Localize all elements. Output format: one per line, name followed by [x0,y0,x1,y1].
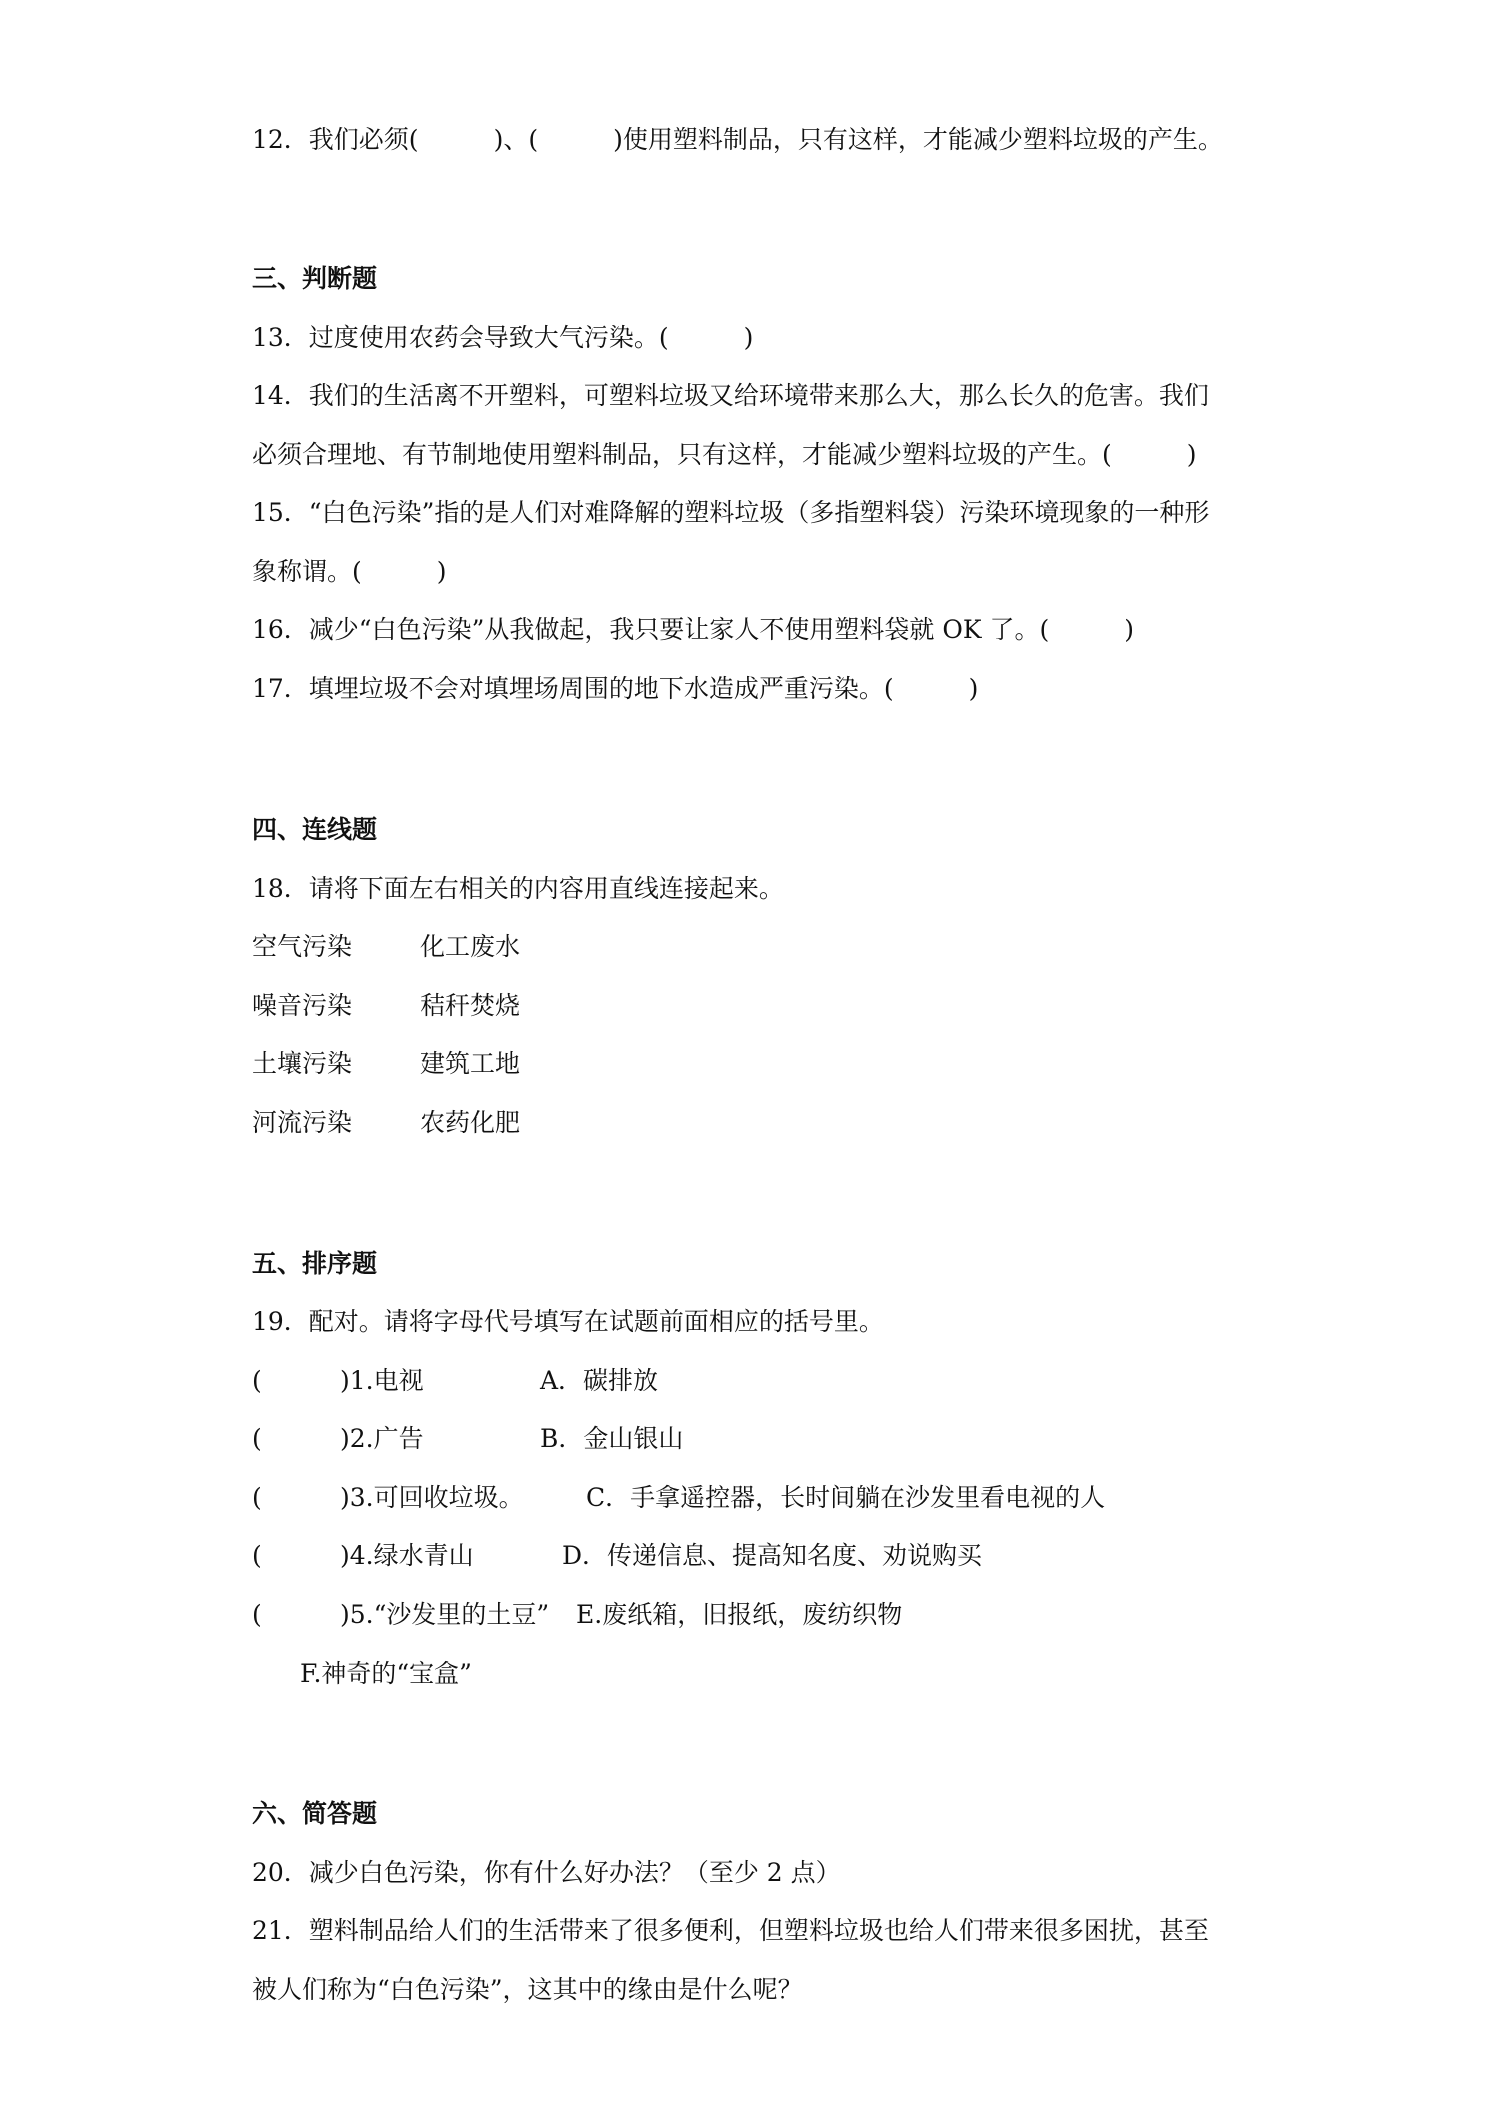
sort-item-3: )3.可回收垃圾。 [340,1483,524,1512]
sort-option-d: D．传递信息、提高知名度、劝说购买 [562,1541,983,1570]
question-16: 16．减少“白色污染”从我做起，我只要让家人不使用塑料袋就 OK 了。( ) [252,615,1134,644]
match-left-2: 噪音污染 [252,991,353,1020]
section-4-title: 四、连线题 [252,815,378,844]
answer-paren-2: ( [252,1424,262,1453]
match-right-3: 建筑工地 [420,1049,521,1078]
sort-option-a: A．碳排放 [540,1366,659,1395]
question-21-line-2: 被人们称为“白色污染”，这其中的缘由是什么呢？ [252,1975,803,2004]
question-15-line-1: 15．“白色污染”指的是人们对难降解的塑料垃圾（多指塑料袋）污染环境现象的一种形 [252,498,1210,527]
match-right-1: 化工废水 [420,932,521,961]
section-6-title: 六、简答题 [252,1799,378,1828]
question-19: 19．配对。请将字母代号填写在试题前面相应的括号里。 [252,1307,884,1336]
sort-item-2: )2.广告 [340,1424,424,1453]
sort-item-4: )4.绿水青山 [340,1541,474,1570]
section-5-title: 五、排序题 [252,1249,378,1278]
question-15-line-2: 象称谓。( ) [252,557,447,586]
question-14-line-1: 14．我们的生活离不开塑料，可塑料垃圾又给环境带来那么大，那么长久的危害。我们 [252,381,1209,410]
sort-item-1: )1.电视 [340,1366,424,1395]
match-right-2: 秸秆焚烧 [420,991,521,1020]
answer-paren-1: ( [252,1366,262,1395]
match-left-3: 土壤污染 [252,1049,353,1078]
sort-option-e: E.废纸箱，旧报纸，废纺织物 [576,1600,903,1629]
answer-paren-3: ( [252,1483,262,1512]
match-left-1: 空气污染 [252,932,353,961]
section-3-title: 三、判断题 [252,264,378,293]
sort-option-b: B．金山银山 [540,1424,684,1453]
match-left-4: 河流污染 [252,1108,353,1137]
question-17: 17．填埋垃圾不会对填埋场周围的地下水造成严重污染。( ) [252,674,979,703]
question-14-line-2: 必须合理地、有节制地使用塑料制品，只有这样，才能减少塑料垃圾的产生。( ) [252,440,1197,469]
answer-paren-5: ( [252,1600,262,1629]
match-right-4: 农药化肥 [420,1108,521,1137]
question-20: 20．减少白色污染，你有什么好办法？（至少 2 点） [252,1858,841,1887]
question-21-line-1: 21．塑料制品给人们的生活带来了很多便利，但塑料垃圾也给人们带来很多困扰，甚至 [252,1916,1209,1945]
sort-option-f: F.神奇的“宝盒” [300,1659,472,1688]
question-13: 13．过度使用农药会导致大气污染。( ) [252,323,754,352]
question-12: 12．我们必须( )、( )使用塑料制品，只有这样，才能减少塑料垃圾的产生。 [252,125,1223,154]
question-18: 18．请将下面左右相关的内容用直线连接起来。 [252,874,784,903]
sort-option-c: C．手拿遥控器，长时间躺在沙发里看电视的人 [586,1483,1106,1512]
sort-item-5: )5.“沙发里的土豆” [340,1600,550,1629]
answer-paren-4: ( [252,1541,262,1570]
